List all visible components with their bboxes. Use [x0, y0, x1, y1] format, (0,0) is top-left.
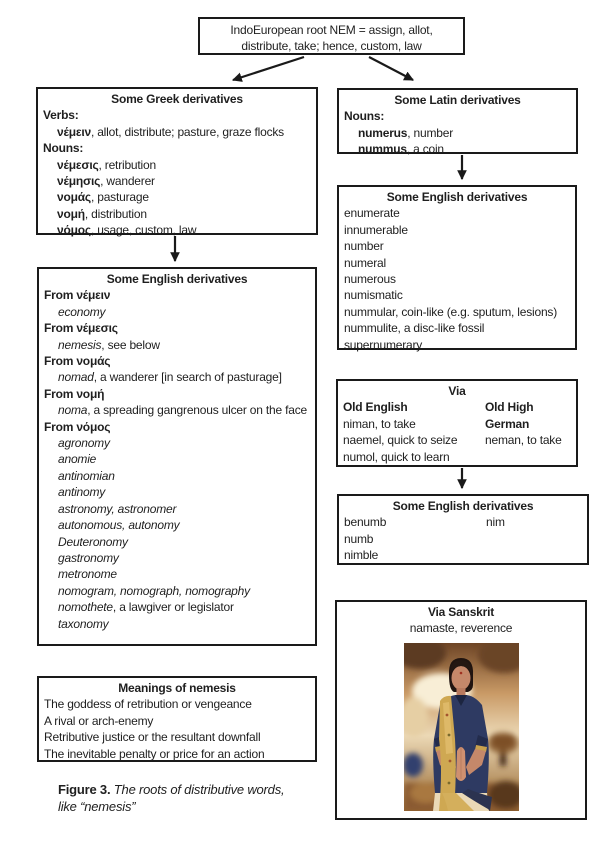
- list-item: A rival or arch-enemy: [44, 713, 154, 728]
- column-header: Old English: [343, 400, 408, 415]
- box-title: Some English derivatives: [392, 499, 534, 513]
- list-item: The inevitable penalty or price for an action: [44, 746, 265, 761]
- root-box: [198, 17, 465, 55]
- derivative-word: nemesis: [58, 337, 102, 352]
- namaste-photo: [404, 643, 519, 811]
- list-item: nim: [486, 515, 505, 530]
- derivatives-column-2: [486, 514, 582, 563]
- derivative-line: [44, 501, 310, 517]
- derivative-word: astronomy, astronomer: [58, 501, 177, 516]
- greek-gloss: , allot, distribute; pasture, graze flocks: [90, 124, 284, 139]
- figure-caption: [58, 781, 306, 815]
- list-item: number: [344, 239, 384, 254]
- derivative-gloss: , see below: [101, 337, 160, 352]
- list-item: Retributive justice or the resultant downfall: [44, 730, 261, 745]
- from-heading: From νέμεσις: [44, 321, 118, 336]
- latin-gloss: , a coin: [406, 142, 444, 157]
- derivative-line: [44, 369, 310, 385]
- list-item: numerous: [344, 272, 396, 287]
- box-title: Some English derivatives: [386, 190, 528, 204]
- derivative-line: [44, 337, 310, 353]
- list-item: naemel, quick to seize: [343, 433, 458, 448]
- list-item: neman, to take: [485, 433, 562, 448]
- derivative-gloss: , a lawgiver or legislator: [112, 600, 234, 615]
- derivative-line: [44, 517, 310, 533]
- derivative-word: antinomian: [58, 468, 115, 483]
- derivatives-list: [344, 205, 570, 353]
- derivative-line: [44, 468, 310, 484]
- greek-noun-entry: [43, 189, 311, 205]
- verbs-label: Verbs:: [43, 108, 79, 123]
- list-item: The goddess of retribution or vengeance: [44, 697, 252, 712]
- greek-verb-entry: [43, 124, 311, 140]
- box-title: Some English derivatives: [106, 272, 248, 286]
- germanic-english-derivatives-box: [337, 494, 589, 565]
- greek-noun-entry: [43, 222, 311, 238]
- derivative-line: [44, 616, 310, 632]
- greek-noun-entry: [43, 157, 311, 173]
- figure-caption-text: The roots of distributive words, like “nemesis”: [58, 782, 285, 814]
- greek-term: νέμησις: [57, 174, 101, 189]
- list-item: benumb: [344, 515, 387, 530]
- greek-term: νόμος: [57, 223, 91, 238]
- greek-term: νομή: [57, 206, 85, 221]
- old-english-column: [343, 399, 485, 465]
- latin-noun-entry: [344, 125, 571, 141]
- greek-noun-entry: [43, 206, 311, 222]
- old-high-german-column: [485, 399, 571, 465]
- derivative-line: [44, 583, 310, 599]
- figure-caption-label: Figure 3.: [58, 782, 111, 797]
- greek-gloss: , retribution: [98, 157, 156, 172]
- derivative-word: nomogram, nomograph, nomography: [58, 583, 250, 598]
- list-item: nummular, coin-like (e.g. sputum, lesions): [344, 304, 558, 319]
- derivative-word: autonomous, autonomy: [58, 518, 180, 533]
- greek-noun-entry: [43, 173, 311, 189]
- latin-derivatives-box: [337, 88, 578, 157]
- latin-noun-entry: [344, 141, 571, 157]
- box-title: Meanings of nemesis: [118, 681, 236, 695]
- derivative-line: [44, 451, 310, 467]
- derivative-line: [44, 550, 310, 566]
- list-item: numismatic: [344, 288, 403, 303]
- list-item: innumerable: [344, 222, 408, 237]
- via-columns: [343, 399, 571, 465]
- nouns-label: Nouns:: [43, 141, 84, 156]
- from-heading: From νέμειν: [44, 288, 111, 303]
- list-item: numol, quick to learn: [343, 449, 450, 464]
- arrow-root-to-greek: [233, 57, 304, 80]
- via-sanskrit-box: [335, 600, 587, 820]
- nouns-label: Nouns:: [344, 109, 385, 124]
- greek-gloss: , wanderer: [100, 174, 155, 189]
- greek-term: νέμεσις: [57, 157, 99, 172]
- from-heading: From νομή: [44, 386, 105, 401]
- greek-derivatives-box: [36, 87, 318, 238]
- arrow-root-to-latin: [369, 57, 413, 80]
- derivative-gloss: , a spreading gangrenous ulcer on the face: [87, 403, 307, 418]
- from-heading: From νόμος: [44, 419, 111, 434]
- greek-term: νομάς: [57, 190, 91, 205]
- from-heading: From νομάς: [44, 354, 111, 369]
- derivative-line: [44, 435, 310, 451]
- via-germanic-box: [336, 379, 578, 467]
- list-item: enumerate: [344, 206, 400, 221]
- derivative-word: anomie: [58, 452, 97, 467]
- root-box-text: IndoEuropean root NEM = assign, allot, distribute, take; hence, custom, law: [230, 23, 433, 54]
- latin-term: numerus: [358, 125, 408, 140]
- latin-term: nummus: [358, 142, 407, 157]
- sanskrit-subtitle: namaste, reverence: [409, 621, 513, 636]
- meanings-list: [44, 696, 310, 762]
- box-title: Some Greek derivatives: [111, 92, 243, 106]
- derivative-line: [44, 534, 310, 550]
- list-item: nimble: [344, 548, 379, 563]
- derivative-line: [44, 304, 310, 320]
- derivative-word: gastronomy: [58, 550, 119, 565]
- greek-gloss: , distribution: [84, 206, 147, 221]
- derivative-word: agronomy: [58, 436, 110, 451]
- column-header: Old High German: [485, 400, 534, 431]
- greek-english-derivatives-box: [37, 267, 317, 646]
- derivative-word: nomothete: [58, 600, 113, 615]
- derivative-word: taxonomy: [58, 616, 109, 631]
- derivative-line: [44, 484, 310, 500]
- meanings-of-nemesis-box: [37, 676, 317, 762]
- derivative-word: noma: [58, 403, 88, 418]
- box-title: Some Latin derivatives: [394, 93, 521, 107]
- greek-term: νέμειν: [57, 124, 91, 139]
- box-title: Via: [448, 384, 466, 398]
- derivative-line: [44, 402, 310, 418]
- latin-english-derivatives-box: [337, 185, 577, 350]
- list-item: nummulite, a disc-like fossil: [344, 321, 485, 336]
- derivative-word: nomad: [58, 370, 94, 385]
- greek-gloss: , pasturage: [90, 190, 149, 205]
- list-item: numb: [344, 531, 374, 546]
- derivative-word: Deuteronomy: [58, 534, 128, 549]
- derivative-word: economy: [58, 304, 106, 319]
- derivative-word: metronome: [58, 567, 117, 582]
- derivative-line: [44, 599, 310, 615]
- list-item: numeral: [344, 255, 386, 270]
- latin-gloss: , number: [407, 125, 454, 140]
- box-title: Via Sanskrit: [427, 605, 495, 619]
- derivative-gloss: , a wanderer [in search of pasturage]: [93, 370, 282, 385]
- derivative-line: [44, 566, 310, 582]
- derivatives-columns: [344, 514, 582, 563]
- list-item: niman, to take: [343, 416, 416, 431]
- list-item: supernumerary: [344, 337, 423, 352]
- derivatives-column-1: [344, 514, 486, 563]
- greek-gloss: , usage, custom, law: [90, 223, 197, 238]
- derivative-word: antinomy: [58, 485, 106, 500]
